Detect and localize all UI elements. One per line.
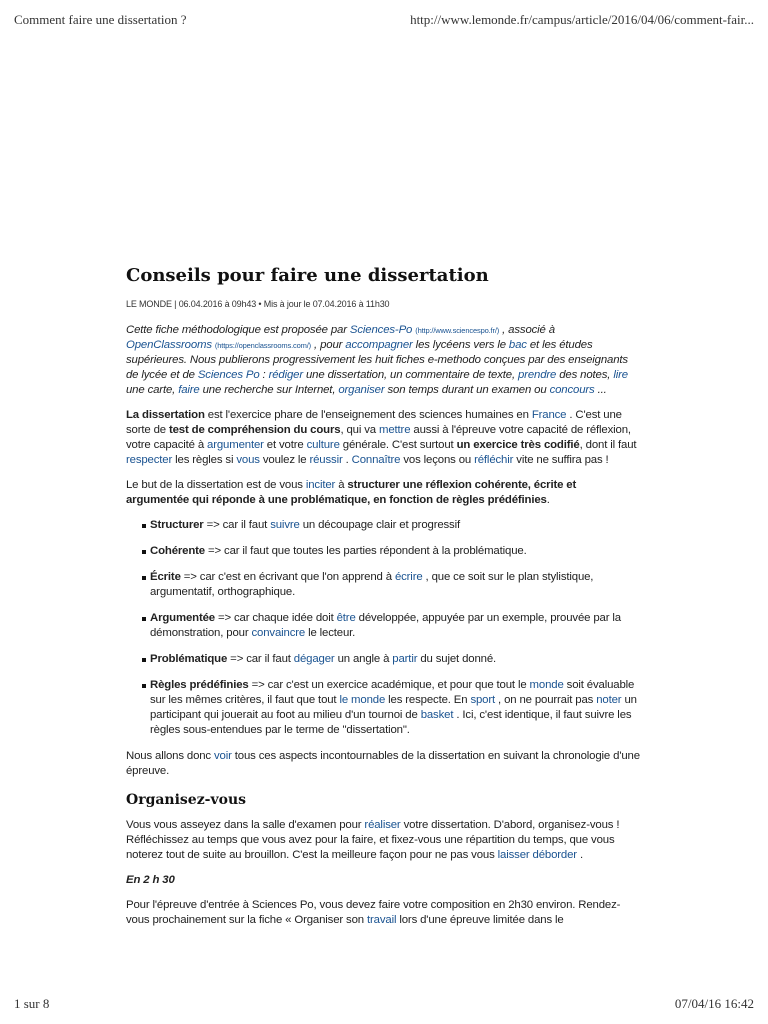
text: les respecte. En xyxy=(385,694,471,706)
text: , que ce soit sur le plan stylistique, argumentatif, orthographique. xyxy=(150,571,594,598)
text: lors d'une épreuve limitée dans le xyxy=(396,914,564,926)
list-item xyxy=(126,678,642,738)
link-respecter[interactable]: respecter xyxy=(126,454,173,466)
text: => car il faut xyxy=(227,653,294,665)
text: => car c'est un exercice académique, et pour que tout le xyxy=(248,679,530,691)
link-vous[interactable]: vous xyxy=(236,454,260,466)
text: vos leçons ou xyxy=(400,454,475,466)
link-culture[interactable]: culture xyxy=(306,439,340,451)
text: , dont il faut xyxy=(579,439,637,451)
link-argumenter[interactable]: argumenter xyxy=(207,439,264,451)
text: du sujet donné. xyxy=(417,653,497,665)
link-sciences-po[interactable]: Sciences-Po xyxy=(349,324,413,336)
text: voulez le xyxy=(259,454,310,466)
article-byline: LE MONDE | 06.04.2016 à 09h43 • Mis à jour le 07.04.2016 à 11h30 xyxy=(126,299,390,309)
text: Cette fiche méthodologique est proposée par xyxy=(126,324,350,336)
link-inciter[interactable]: inciter xyxy=(305,479,336,491)
print-page-url: http://www.lemonde.fr/campus/article/2016/04/06/comment-fair... xyxy=(410,12,754,27)
bold-text: un exercice très codifié xyxy=(456,439,580,451)
article xyxy=(126,265,642,938)
text: soit évaluable sur les mêmes critères, il faut que tout xyxy=(150,679,635,706)
link-sciences-po-2[interactable]: Sciences Po xyxy=(197,369,260,381)
link-concours[interactable]: concours xyxy=(549,384,595,396)
text: générale. C'est surtout xyxy=(339,439,457,451)
list-item xyxy=(126,570,642,600)
text: à xyxy=(335,479,348,491)
link-travail[interactable]: travail xyxy=(367,914,397,926)
link-france[interactable]: France xyxy=(531,409,567,421)
link-deborder[interactable]: déborder xyxy=(532,849,577,861)
text: et les études supérieures. Nous publierons progressivement les huit fiches e-methodo conçues par des enseignants de lycée et de xyxy=(126,339,628,381)
text: vite ne suffira pas ! xyxy=(513,454,609,466)
text: votre dissertation. D'abord, organisez-vous ! Réfléchissez au temps que vous avez pour la faire, et fixez-vous une répartition du temps, que vous noterez tout de suite au brouillon. C'est la meilleure façon pour ne pas vous xyxy=(126,819,620,861)
link-organiser[interactable]: organiser xyxy=(338,384,385,396)
link-monde[interactable]: monde xyxy=(529,679,564,691)
text: et votre xyxy=(263,439,307,451)
paragraph-sciences-po xyxy=(126,898,642,928)
text: . xyxy=(342,454,352,466)
list-term: Argumentée xyxy=(150,612,215,624)
link-lire[interactable]: lire xyxy=(613,369,628,381)
text: un découpage clair et progressif xyxy=(299,519,461,531)
text: , on ne pourrait pas xyxy=(495,694,597,706)
print-page-title: Comment faire une dissertation ? xyxy=(14,12,187,27)
text: un angle à xyxy=(334,653,393,665)
criteria-list xyxy=(126,518,642,738)
text: une dissertation, un commentaire de texte, xyxy=(302,369,518,381)
link-etre[interactable]: être xyxy=(336,612,356,624)
link-sport[interactable]: sport xyxy=(470,694,496,706)
list-term: Écrite xyxy=(150,571,181,583)
link-url[interactable]: (http://www.sciencespo.fr/) xyxy=(415,326,500,335)
text: Nous allons donc xyxy=(126,750,214,762)
page-number: 1 sur 8 xyxy=(14,996,50,1011)
paragraph-organisez xyxy=(126,818,642,863)
text: aussi à l'épreuve votre capacité de réflexion, votre capacité à xyxy=(126,424,631,451)
link-rediger[interactable]: rédiger xyxy=(268,369,303,381)
link-reflechir[interactable]: réfléchir xyxy=(474,454,514,466)
print-datetime: 07/04/16 16:42 xyxy=(674,996,754,1011)
text: les règles si xyxy=(172,454,237,466)
text: => car c'est en écrivant que l'on apprend à xyxy=(180,571,395,583)
link-noter[interactable]: noter xyxy=(596,694,622,706)
list-item xyxy=(126,518,642,533)
text: les lycéens vers le xyxy=(412,339,509,351)
link-laisser[interactable]: laisser xyxy=(497,849,530,861)
text: , associé à xyxy=(499,324,555,336)
list-term: Problématique xyxy=(150,653,228,665)
bold-text: structurer une réflexion cohérente, écrite et argumentée qui réponde à une problématique, en fonction de règles prédéfinies xyxy=(126,479,577,506)
list-item xyxy=(126,611,642,641)
text: , qui va xyxy=(340,424,379,436)
text: Pour l'épreuve d'entrée à Sciences Po, vous devez faire votre composition en 2h30 environ. Rendez-vous prochainement sur la fiche « Organiser son xyxy=(126,899,621,926)
text: tous ces aspects incontournables de la dissertation en suivant la chronologie d'une épreuve. xyxy=(126,750,640,777)
text: => car il faut que toutes les parties répondent à la problématique. xyxy=(204,545,527,557)
print-header xyxy=(14,12,754,28)
text: développée, appuyée par un exemple, prouvée par la démonstration, pour xyxy=(150,612,621,639)
text: , pour xyxy=(311,339,346,351)
text: . Ici, c'est identique, il faut suivre les règles sous-entendues par le terme de "dissertation". xyxy=(150,709,632,736)
list-item xyxy=(126,652,642,667)
text: => car chaque idée doit xyxy=(214,612,337,624)
link-mettre[interactable]: mettre xyxy=(379,424,411,436)
text: ... xyxy=(594,384,607,396)
link-basket[interactable]: basket xyxy=(420,709,454,721)
paragraph-but xyxy=(126,478,642,508)
list-term: Règles prédéfinies xyxy=(150,679,249,691)
print-footer xyxy=(14,996,754,1012)
list-item xyxy=(126,544,642,559)
text: son temps durant un examen ou xyxy=(384,384,550,396)
link-accompagner[interactable]: accompagner xyxy=(345,339,413,351)
link-ecrire[interactable]: écrire xyxy=(394,571,423,583)
bold-text: test de compréhension du cours xyxy=(168,424,341,436)
link-faire[interactable]: faire xyxy=(178,384,200,396)
text: . C'est une sorte de xyxy=(126,409,622,436)
paragraph-chronologie xyxy=(126,749,642,779)
list-term: Cohérente xyxy=(150,545,205,557)
link-bac[interactable]: bac xyxy=(508,339,527,351)
link-openclassrooms[interactable]: OpenClassrooms xyxy=(126,339,212,351)
text: . xyxy=(576,849,583,861)
link-prendre[interactable]: prendre xyxy=(518,369,557,381)
link-suivre[interactable]: suivre xyxy=(270,519,300,531)
text: Le but de la dissertation est de vous xyxy=(126,479,306,491)
paragraph-dissertation xyxy=(126,408,642,468)
text: un participant qui jouerait au foot au milieu d'un tournoi de xyxy=(150,694,637,721)
text: est l'exercice phare de l'enseignement des sciences humaines en xyxy=(204,409,532,421)
intro-paragraph xyxy=(126,323,642,398)
subheading: En 2 h 30 xyxy=(126,874,175,886)
link-reussir[interactable]: réussir xyxy=(309,454,343,466)
link-convaincre[interactable]: convaincre xyxy=(251,627,306,639)
text: le lecteur. xyxy=(305,627,356,639)
link-realiser[interactable]: réaliser xyxy=(364,819,401,831)
link-le-monde[interactable]: le monde xyxy=(339,694,386,706)
link-connaitre[interactable]: Connaître xyxy=(351,454,401,466)
link-degager[interactable]: dégager xyxy=(293,653,335,665)
list-term: Structurer xyxy=(150,519,204,531)
text: : xyxy=(259,369,269,381)
link-voir[interactable]: voir xyxy=(214,750,232,762)
text: . xyxy=(546,494,550,506)
text: => car il faut xyxy=(203,519,271,531)
text: des notes, xyxy=(556,369,614,381)
link-partir[interactable]: partir xyxy=(392,653,418,665)
section-heading: Organisez-vous xyxy=(126,792,247,808)
article-title: Conseils pour faire une dissertation xyxy=(126,265,489,286)
text: Vous vous asseyez dans la salle d'examen pour xyxy=(126,819,365,831)
text: une carte, xyxy=(126,384,179,396)
bold-text: La dissertation xyxy=(126,409,205,421)
text: une recherche sur Internet, xyxy=(199,384,339,396)
link-url[interactable]: (https://openclassrooms.com/) xyxy=(214,341,312,350)
